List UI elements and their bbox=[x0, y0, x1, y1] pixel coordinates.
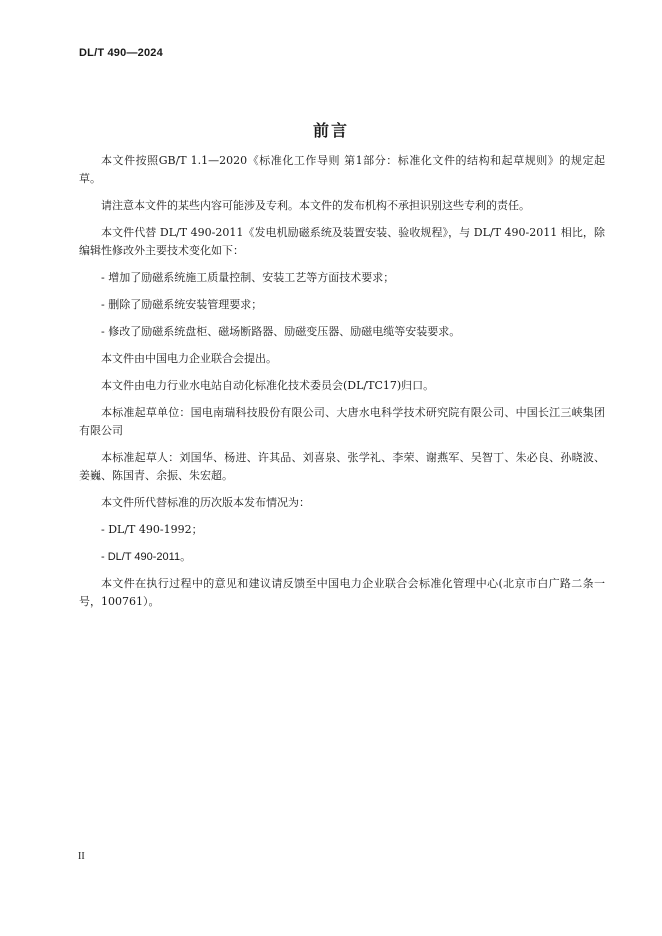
document-body bbox=[79, 152, 605, 620]
change-list-item: - 删除了励磁系统安装管理要求； bbox=[101, 298, 263, 311]
paragraph-feedback: 本文件在执行过程中的意见和建议请反馈至中国电力企业联合会标准化管理中心(北京市白广路二条一号，100761）。 bbox=[79, 577, 605, 608]
version-list-item: - DL/T 490-1992； bbox=[101, 523, 203, 536]
paragraph-drafters: 本标准起草人：刘国华、杨进、许其品、刘喜泉、张学礼、李荣、谢燕军、吴智丁、朱必良、孙晓波、姜巍、陈国青、余振、朱宏超。 bbox=[79, 451, 605, 482]
paragraph-committee: 本文件由电力行业水电站自动化标准化技术委员会(DL/TC17)归口。 bbox=[101, 379, 435, 392]
version-list-item: - DL/T 490-2011。 bbox=[101, 551, 192, 563]
change-list-item: - 修改了励磁系统盘柜、磁场断路器、励磁变压器、励磁电缆等安装要求。 bbox=[101, 325, 461, 338]
paragraph-drafting-rules: 本文件按照GB/T 1.1—2020《标准化工作导则 第1部分：标准化文件的结构和起草规则》的规定起草。 bbox=[79, 154, 605, 185]
paragraph-version-history: 本文件所代替标准的历次版本发布情况为： bbox=[101, 496, 310, 509]
paragraph-replacement: 本文件代替 DL/T 490-2011《发电机励磁系统及装置安装、验收规程》，与 DL/T 490-2011 相比，除编辑性修改外主要技术变化如下： bbox=[79, 226, 605, 257]
paragraph-proposer: 本文件由中国电力企业联合会提出。 bbox=[101, 352, 277, 365]
paragraph-patent-notice: 请注意本文件的某些内容可能涉及专利。本文件的发布机构不承担识别这些专利的责任。 bbox=[101, 199, 530, 212]
page-number: II bbox=[78, 851, 85, 862]
change-list-item: - 增加了励磁系统施工质量控制、安装工艺等方面技术要求； bbox=[101, 271, 395, 284]
page-title: 前言 bbox=[312, 121, 349, 140]
paragraph-drafting-units: 本标准起草单位：国电南瑞科技股份有限公司、大唐水电科学技术研究院有限公司、中国长江三峡集团有限公司 bbox=[79, 406, 605, 437]
document-code-header: DL/T 490—2024 bbox=[79, 47, 163, 59]
